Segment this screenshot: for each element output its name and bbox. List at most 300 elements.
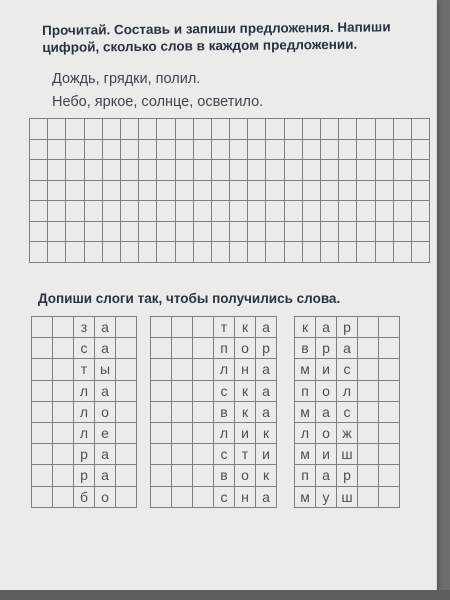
writing-cell[interactable] bbox=[120, 221, 138, 242]
writing-cell[interactable] bbox=[120, 119, 138, 140]
blank-cell[interactable] bbox=[379, 317, 400, 338]
writing-cell[interactable] bbox=[102, 221, 120, 242]
writing-cell[interactable] bbox=[175, 119, 193, 140]
writing-cell[interactable] bbox=[48, 180, 66, 201]
task-2-title: Допиши слоги так, чтобы получились слова. bbox=[38, 291, 341, 306]
syllable-letter: и bbox=[256, 444, 277, 465]
writing-cell[interactable] bbox=[66, 180, 84, 201]
writing-cell[interactable] bbox=[284, 242, 302, 263]
syllable-grid-right bbox=[294, 316, 400, 508]
writing-cell[interactable] bbox=[375, 119, 393, 140]
writing-cell[interactable] bbox=[375, 160, 393, 181]
blank-cell[interactable] bbox=[53, 359, 74, 380]
blank-cell[interactable] bbox=[193, 465, 214, 486]
writing-cell[interactable] bbox=[266, 180, 284, 201]
syllable-letter: т bbox=[214, 317, 235, 338]
writing-cell[interactable] bbox=[393, 242, 411, 263]
writing-cell[interactable] bbox=[357, 221, 375, 242]
writing-cell[interactable] bbox=[175, 242, 193, 263]
writing-cell[interactable] bbox=[211, 160, 229, 181]
writing-cell[interactable] bbox=[302, 201, 320, 222]
writing-grid-row bbox=[30, 242, 430, 263]
blank-cell[interactable] bbox=[193, 380, 214, 401]
writing-cell[interactable] bbox=[66, 242, 84, 263]
writing-cell[interactable] bbox=[139, 119, 157, 140]
blank-cell[interactable] bbox=[151, 486, 172, 507]
writing-cell[interactable] bbox=[266, 221, 284, 242]
syllable-letter: с bbox=[214, 486, 235, 507]
writing-cell[interactable] bbox=[302, 242, 320, 263]
blank-cell[interactable] bbox=[358, 401, 379, 422]
writing-cell[interactable] bbox=[393, 160, 411, 181]
blank-cell[interactable] bbox=[193, 359, 214, 380]
syllable-row bbox=[32, 486, 137, 507]
blank-cell[interactable] bbox=[32, 380, 53, 401]
syllable-letter: л bbox=[74, 380, 95, 401]
blank-cell[interactable] bbox=[116, 444, 137, 465]
writing-cell[interactable] bbox=[248, 160, 266, 181]
blank-cell[interactable] bbox=[32, 444, 53, 465]
syllable-letter: и bbox=[235, 422, 256, 443]
page-edge-shadow bbox=[0, 590, 450, 600]
syllable-letter: л bbox=[214, 359, 235, 380]
syllable-letter: в bbox=[214, 465, 235, 486]
syllable-row bbox=[32, 380, 137, 401]
writing-cell[interactable] bbox=[393, 180, 411, 201]
writing-cell[interactable] bbox=[157, 119, 175, 140]
writing-cell[interactable] bbox=[266, 242, 284, 263]
blank-cell[interactable] bbox=[116, 486, 137, 507]
writing-cell[interactable] bbox=[357, 242, 375, 263]
syllable-letter: ш bbox=[337, 486, 358, 507]
writing-cell[interactable] bbox=[375, 221, 393, 242]
blank-cell[interactable] bbox=[172, 338, 193, 359]
writing-cell[interactable] bbox=[284, 119, 302, 140]
writing-cell[interactable] bbox=[302, 160, 320, 181]
writing-cell[interactable] bbox=[157, 139, 175, 160]
writing-cell[interactable] bbox=[102, 201, 120, 222]
writing-cell[interactable] bbox=[284, 221, 302, 242]
syllable-letter: ы bbox=[95, 359, 116, 380]
writing-cell[interactable] bbox=[211, 180, 229, 201]
syllable-letter: о bbox=[235, 338, 256, 359]
syllable-row bbox=[32, 338, 137, 359]
writing-cell[interactable] bbox=[102, 242, 120, 263]
writing-cell[interactable] bbox=[321, 160, 339, 181]
writing-cell[interactable] bbox=[157, 180, 175, 201]
syllable-letter: к bbox=[235, 401, 256, 422]
writing-cell[interactable] bbox=[175, 221, 193, 242]
writing-cell[interactable] bbox=[84, 201, 102, 222]
writing-cell[interactable] bbox=[284, 180, 302, 201]
writing-cell[interactable] bbox=[375, 139, 393, 160]
blank-cell[interactable] bbox=[172, 465, 193, 486]
syllable-letter: с bbox=[337, 359, 358, 380]
writing-cell[interactable] bbox=[66, 221, 84, 242]
syllable-letter: и bbox=[316, 359, 337, 380]
writing-cell[interactable] bbox=[48, 139, 66, 160]
writing-cell[interactable] bbox=[157, 201, 175, 222]
blank-cell[interactable] bbox=[53, 465, 74, 486]
blank-cell[interactable] bbox=[379, 380, 400, 401]
syllable-row bbox=[32, 422, 137, 443]
writing-cell[interactable] bbox=[157, 221, 175, 242]
writing-cell[interactable] bbox=[357, 139, 375, 160]
syllable-row bbox=[151, 338, 277, 359]
syllable-row bbox=[32, 359, 137, 380]
syllable-letter: с bbox=[74, 338, 95, 359]
blank-cell[interactable] bbox=[379, 465, 400, 486]
blank-cell[interactable] bbox=[151, 465, 172, 486]
writing-cell[interactable] bbox=[284, 201, 302, 222]
writing-cell[interactable] bbox=[48, 160, 66, 181]
writing-cell[interactable] bbox=[120, 139, 138, 160]
writing-cell[interactable] bbox=[411, 242, 429, 263]
writing-cell[interactable] bbox=[211, 221, 229, 242]
writing-cell[interactable] bbox=[30, 139, 48, 160]
syllable-row bbox=[32, 465, 137, 486]
syllable-letter: т bbox=[74, 359, 95, 380]
writing-cell[interactable] bbox=[120, 242, 138, 263]
syllable-row bbox=[151, 380, 277, 401]
blank-cell[interactable] bbox=[151, 444, 172, 465]
writing-cell[interactable] bbox=[248, 201, 266, 222]
blank-cell[interactable] bbox=[358, 359, 379, 380]
writing-cell[interactable] bbox=[102, 160, 120, 181]
writing-cell[interactable] bbox=[357, 160, 375, 181]
blank-cell[interactable] bbox=[172, 359, 193, 380]
writing-cell[interactable] bbox=[375, 201, 393, 222]
writing-cell[interactable] bbox=[175, 139, 193, 160]
blank-cell[interactable] bbox=[172, 486, 193, 507]
syllable-letter: л bbox=[74, 422, 95, 443]
writing-cell[interactable] bbox=[30, 221, 48, 242]
syllable-letter: л bbox=[214, 422, 235, 443]
writing-cell[interactable] bbox=[175, 180, 193, 201]
writing-cell[interactable] bbox=[230, 221, 248, 242]
blank-cell[interactable] bbox=[32, 401, 53, 422]
syllable-grid-left bbox=[31, 316, 137, 508]
blank-cell[interactable] bbox=[116, 401, 137, 422]
blank-cell[interactable] bbox=[193, 486, 214, 507]
writing-cell[interactable] bbox=[48, 119, 66, 140]
writing-cell[interactable] bbox=[357, 201, 375, 222]
writing-cell[interactable] bbox=[393, 201, 411, 222]
blank-cell[interactable] bbox=[379, 338, 400, 359]
writing-cell[interactable] bbox=[321, 221, 339, 242]
writing-cell[interactable] bbox=[393, 139, 411, 160]
writing-cell[interactable] bbox=[411, 139, 429, 160]
syllable-letter: р bbox=[74, 444, 95, 465]
writing-cell[interactable] bbox=[266, 139, 284, 160]
writing-cell[interactable] bbox=[84, 160, 102, 181]
blank-cell[interactable] bbox=[193, 422, 214, 443]
writing-cell[interactable] bbox=[139, 242, 157, 263]
writing-cell[interactable] bbox=[193, 242, 211, 263]
blank-cell[interactable] bbox=[32, 317, 53, 338]
writing-cell[interactable] bbox=[321, 180, 339, 201]
blank-cell[interactable] bbox=[151, 338, 172, 359]
blank-cell[interactable] bbox=[379, 422, 400, 443]
writing-cell[interactable] bbox=[375, 180, 393, 201]
syllable-letter: а bbox=[95, 380, 116, 401]
blank-cell[interactable] bbox=[151, 380, 172, 401]
blank-cell[interactable] bbox=[172, 401, 193, 422]
writing-cell[interactable] bbox=[157, 242, 175, 263]
blank-cell[interactable] bbox=[358, 465, 379, 486]
writing-cell[interactable] bbox=[411, 180, 429, 201]
writing-cell[interactable] bbox=[175, 160, 193, 181]
syllable-letter: т bbox=[235, 444, 256, 465]
syllable-letter: к bbox=[235, 380, 256, 401]
writing-cell[interactable] bbox=[339, 119, 357, 140]
writing-cell[interactable] bbox=[84, 180, 102, 201]
blank-cell[interactable] bbox=[172, 422, 193, 443]
syllable-letter: у bbox=[316, 486, 337, 507]
writing-cell[interactable] bbox=[339, 221, 357, 242]
blank-cell[interactable] bbox=[358, 444, 379, 465]
writing-cell[interactable] bbox=[211, 139, 229, 160]
blank-cell[interactable] bbox=[358, 317, 379, 338]
writing-cell[interactable] bbox=[102, 180, 120, 201]
syllable-row bbox=[151, 444, 277, 465]
writing-cell[interactable] bbox=[193, 160, 211, 181]
writing-grid-row bbox=[30, 160, 430, 181]
syllable-letter: п bbox=[295, 380, 316, 401]
blank-cell[interactable] bbox=[116, 359, 137, 380]
instructions-text: Прочитай. Составь и запиши предложения. Напиши цифрой, сколько слов в каждом предложении. bbox=[42, 19, 391, 55]
writing-cell[interactable] bbox=[48, 242, 66, 263]
writing-cell[interactable] bbox=[302, 139, 320, 160]
writing-cell[interactable] bbox=[139, 221, 157, 242]
syllable-letter: а bbox=[337, 338, 358, 359]
blank-cell[interactable] bbox=[151, 359, 172, 380]
blank-cell[interactable] bbox=[379, 359, 400, 380]
writing-cell[interactable] bbox=[375, 242, 393, 263]
blank-cell[interactable] bbox=[116, 317, 137, 338]
writing-cell[interactable] bbox=[266, 160, 284, 181]
writing-cell[interactable] bbox=[230, 180, 248, 201]
blank-cell[interactable] bbox=[116, 465, 137, 486]
syllable-letter: б bbox=[74, 486, 95, 507]
writing-cell[interactable] bbox=[30, 160, 48, 181]
syllable-letter: а bbox=[256, 401, 277, 422]
writing-cell[interactable] bbox=[230, 119, 248, 140]
syllable-row bbox=[151, 465, 277, 486]
blank-cell[interactable] bbox=[358, 486, 379, 507]
writing-cell[interactable] bbox=[102, 119, 120, 140]
writing-cell[interactable] bbox=[248, 180, 266, 201]
writing-cell[interactable] bbox=[211, 119, 229, 140]
writing-cell[interactable] bbox=[193, 221, 211, 242]
writing-cell[interactable] bbox=[339, 201, 357, 222]
syllable-letter: а bbox=[256, 486, 277, 507]
blank-cell[interactable] bbox=[32, 422, 53, 443]
writing-cell[interactable] bbox=[211, 201, 229, 222]
syllable-letter: и bbox=[316, 444, 337, 465]
syllable-row bbox=[295, 317, 400, 338]
writing-cell[interactable] bbox=[302, 180, 320, 201]
syllable-row bbox=[32, 317, 137, 338]
writing-cell[interactable] bbox=[284, 139, 302, 160]
writing-cell[interactable] bbox=[321, 242, 339, 263]
writing-cell[interactable] bbox=[230, 201, 248, 222]
writing-cell[interactable] bbox=[120, 160, 138, 181]
blank-cell[interactable] bbox=[358, 422, 379, 443]
writing-cell[interactable] bbox=[411, 221, 429, 242]
writing-cell[interactable] bbox=[339, 160, 357, 181]
blank-cell[interactable] bbox=[379, 486, 400, 507]
syllable-letter: ж bbox=[337, 422, 358, 443]
writing-cell[interactable] bbox=[393, 221, 411, 242]
writing-cell[interactable] bbox=[193, 139, 211, 160]
syllable-letter: о bbox=[95, 486, 116, 507]
blank-cell[interactable] bbox=[53, 444, 74, 465]
writing-cell[interactable] bbox=[211, 242, 229, 263]
writing-grid[interactable] bbox=[29, 118, 430, 263]
syllable-letter: к bbox=[256, 465, 277, 486]
syllable-letter: о bbox=[95, 401, 116, 422]
blank-cell[interactable] bbox=[379, 401, 400, 422]
writing-cell[interactable] bbox=[120, 180, 138, 201]
syllable-letter: а bbox=[95, 465, 116, 486]
blank-cell[interactable] bbox=[116, 380, 137, 401]
writing-cell[interactable] bbox=[30, 201, 48, 222]
syllable-letter: м bbox=[295, 359, 316, 380]
writing-cell[interactable] bbox=[30, 242, 48, 263]
syllable-letter: в bbox=[214, 401, 235, 422]
writing-cell[interactable] bbox=[139, 160, 157, 181]
blank-cell[interactable] bbox=[379, 444, 400, 465]
writing-cell[interactable] bbox=[357, 119, 375, 140]
writing-cell[interactable] bbox=[193, 119, 211, 140]
writing-cell[interactable] bbox=[48, 221, 66, 242]
writing-cell[interactable] bbox=[321, 201, 339, 222]
syllable-letter: к bbox=[295, 317, 316, 338]
syllable-letter: р bbox=[256, 338, 277, 359]
syllable-row bbox=[295, 380, 400, 401]
writing-cell[interactable] bbox=[411, 119, 429, 140]
writing-cell[interactable] bbox=[84, 139, 102, 160]
writing-cell[interactable] bbox=[66, 119, 84, 140]
syllable-grid-middle bbox=[150, 316, 277, 508]
writing-cell[interactable] bbox=[139, 139, 157, 160]
writing-cell[interactable] bbox=[339, 180, 357, 201]
writing-cell[interactable] bbox=[357, 180, 375, 201]
syllable-letter: р bbox=[337, 465, 358, 486]
blank-cell[interactable] bbox=[151, 317, 172, 338]
writing-cell[interactable] bbox=[411, 201, 429, 222]
blank-cell[interactable] bbox=[172, 317, 193, 338]
writing-cell[interactable] bbox=[230, 160, 248, 181]
syllable-row bbox=[32, 401, 137, 422]
blank-cell[interactable] bbox=[193, 401, 214, 422]
writing-cell[interactable] bbox=[248, 221, 266, 242]
syllable-letter: п bbox=[214, 338, 235, 359]
writing-grid-row bbox=[30, 139, 430, 160]
writing-cell[interactable] bbox=[102, 139, 120, 160]
writing-cell[interactable] bbox=[120, 201, 138, 222]
blank-cell[interactable] bbox=[172, 380, 193, 401]
writing-cell[interactable] bbox=[84, 242, 102, 263]
writing-cell[interactable] bbox=[248, 119, 266, 140]
writing-cell[interactable] bbox=[157, 160, 175, 181]
blank-cell[interactable] bbox=[151, 422, 172, 443]
writing-cell[interactable] bbox=[339, 242, 357, 263]
blank-cell[interactable] bbox=[53, 422, 74, 443]
writing-cell[interactable] bbox=[84, 119, 102, 140]
syllable-letter: о bbox=[316, 422, 337, 443]
syllable-letter: а bbox=[256, 380, 277, 401]
writing-cell[interactable] bbox=[230, 242, 248, 263]
writing-cell[interactable] bbox=[193, 180, 211, 201]
writing-cell[interactable] bbox=[84, 221, 102, 242]
writing-cell[interactable] bbox=[248, 242, 266, 263]
writing-cell[interactable] bbox=[139, 180, 157, 201]
syllable-letter: л bbox=[337, 380, 358, 401]
writing-cell[interactable] bbox=[139, 201, 157, 222]
writing-cell[interactable] bbox=[411, 160, 429, 181]
writing-cell[interactable] bbox=[266, 201, 284, 222]
writing-cell[interactable] bbox=[321, 119, 339, 140]
writing-cell[interactable] bbox=[321, 139, 339, 160]
blank-cell[interactable] bbox=[172, 444, 193, 465]
syllable-letter: с bbox=[214, 380, 235, 401]
blank-cell[interactable] bbox=[358, 380, 379, 401]
writing-cell[interactable] bbox=[193, 201, 211, 222]
blank-cell[interactable] bbox=[193, 317, 214, 338]
syllable-letter: о bbox=[316, 380, 337, 401]
blank-cell[interactable] bbox=[193, 338, 214, 359]
writing-cell[interactable] bbox=[66, 139, 84, 160]
blank-cell[interactable] bbox=[53, 380, 74, 401]
syllable-row bbox=[151, 401, 277, 422]
syllable-letter: с bbox=[214, 444, 235, 465]
blank-cell[interactable] bbox=[116, 338, 137, 359]
writing-cell[interactable] bbox=[30, 180, 48, 201]
blank-cell[interactable] bbox=[193, 444, 214, 465]
writing-cell[interactable] bbox=[30, 119, 48, 140]
syllable-row bbox=[295, 465, 400, 486]
blank-cell[interactable] bbox=[32, 359, 53, 380]
writing-cell[interactable] bbox=[302, 119, 320, 140]
syllable-letter: а bbox=[95, 444, 116, 465]
writing-cell[interactable] bbox=[266, 119, 284, 140]
blank-cell[interactable] bbox=[32, 486, 53, 507]
blank-cell[interactable] bbox=[32, 338, 53, 359]
writing-cell[interactable] bbox=[66, 201, 84, 222]
writing-cell[interactable] bbox=[284, 160, 302, 181]
blank-cell[interactable] bbox=[53, 317, 74, 338]
blank-cell[interactable] bbox=[32, 465, 53, 486]
writing-cell[interactable] bbox=[393, 119, 411, 140]
writing-cell[interactable] bbox=[230, 139, 248, 160]
blank-cell[interactable] bbox=[151, 401, 172, 422]
writing-cell[interactable] bbox=[66, 160, 84, 181]
writing-cell[interactable] bbox=[302, 221, 320, 242]
writing-cell[interactable] bbox=[339, 139, 357, 160]
blank-cell[interactable] bbox=[53, 401, 74, 422]
blank-cell[interactable] bbox=[116, 422, 137, 443]
writing-cell[interactable] bbox=[48, 201, 66, 222]
blank-cell[interactable] bbox=[358, 338, 379, 359]
blank-cell[interactable] bbox=[53, 486, 74, 507]
writing-cell[interactable] bbox=[248, 139, 266, 160]
writing-cell[interactable] bbox=[175, 201, 193, 222]
syllable-row bbox=[295, 338, 400, 359]
writing-grid-row bbox=[30, 180, 430, 201]
blank-cell[interactable] bbox=[53, 338, 74, 359]
